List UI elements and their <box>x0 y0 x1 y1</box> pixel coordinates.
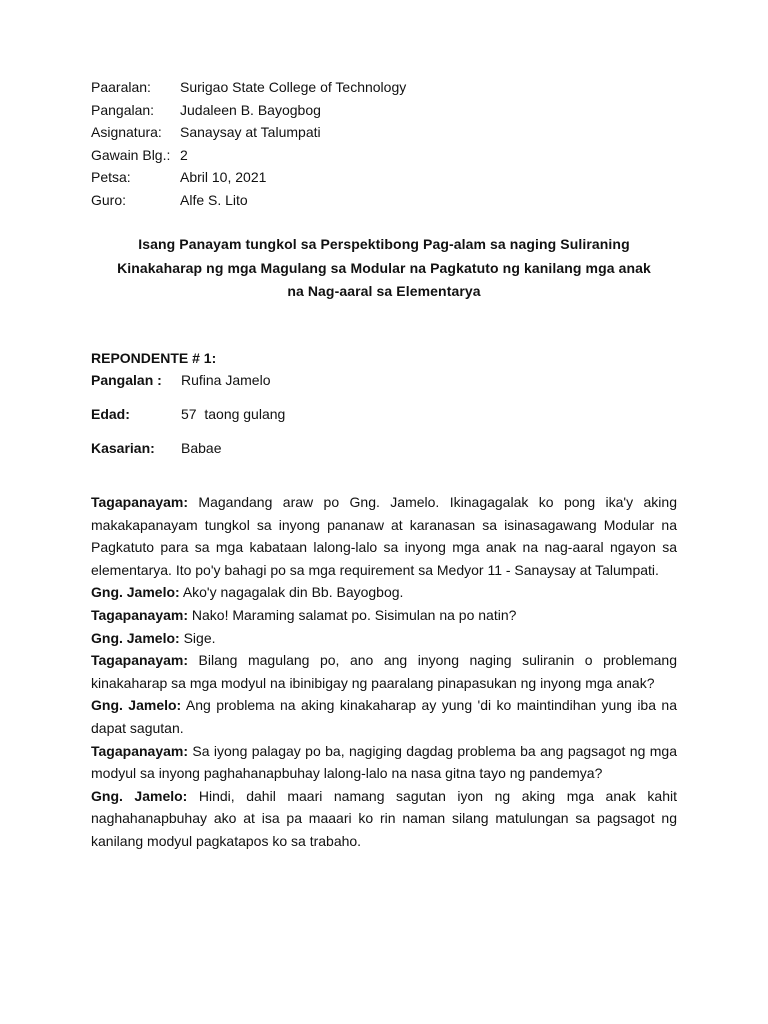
dialogue-text: Ako'y nagagalak din Bb. Bayogbog. <box>182 584 404 601</box>
dialogue-turn <box>91 627 677 650</box>
speaker-label: Gng. Jamelo: <box>91 787 188 804</box>
dialogue-turn <box>91 740 677 785</box>
speaker-label: Tagapanayam: <box>91 652 188 669</box>
speaker-label: Gng. Jamelo: <box>91 697 182 714</box>
header-info <box>91 76 406 212</box>
dialogue-text: Magandang araw po Gng. Jamelo. Ikinagagalak ko pong ika'y aking makakapanayam tungkol sa inyong pananaw at karanasan sa isinasagawang Modular na Pagkatuto para sa mga kabataan lalong-lalo sa inyong mga anak na nag-aaral ngayon sa elementarya. Ito po'y bahagi po sa mga requirement sa Medyor 11 - Sanaysay at Talumpati. <box>91 494 677 578</box>
dialogue-turn <box>91 785 677 853</box>
header-label: Guro: <box>91 191 127 208</box>
header-value: Judaleen B. Bayogbog <box>180 101 321 118</box>
respondent-sex-value: Babae <box>181 440 222 456</box>
dialogue-turn <box>91 491 677 581</box>
dialogue-text: Hindi, dahil maari namang sagutan iyon ng aking mga anak kahit naghahanapbuhay ako at isa pa maaari ko rin naman silang matulungan sa pagsagot ng kanilang modyul pagkatapos ko sa trabaho. <box>91 787 678 849</box>
respondent-age-row <box>91 403 285 425</box>
speaker-label: Gng. Jamelo: <box>91 584 180 601</box>
header-label: Pangalan: <box>91 101 155 118</box>
header-value: Alfe S. Lito <box>180 191 248 208</box>
speaker-label: Tagapanayam: <box>91 494 188 510</box>
header-row-teacher <box>91 189 406 212</box>
respondent-age-value: 57 taong gulang <box>181 406 286 422</box>
title-line-2: Kinakaharap ng mga Magulang sa Modular na Pagkatuto ng kanilang mga anak <box>117 259 651 276</box>
header-row-name <box>91 99 406 122</box>
header-label: Paaralan: <box>91 79 151 95</box>
dialogue-text: Sige. <box>183 629 216 646</box>
header-row-task-number <box>91 144 406 167</box>
dialogue-turn <box>91 694 677 739</box>
speaker-label: Tagapanayam: <box>91 742 188 759</box>
dialogue-turn <box>91 604 677 627</box>
header-row-school <box>91 76 406 99</box>
dialogue-text: Ang problema na aking kinakaharap ay yung 'di ko maintindihan yung iba na dapat sagutan. <box>91 697 677 736</box>
respondent-name-row <box>91 369 271 391</box>
speaker-label: Gng. Jamelo: <box>91 629 180 646</box>
header-row-date <box>91 166 406 189</box>
speaker-label: Tagapanayam: <box>91 606 188 623</box>
respondent-age-label: Edad: <box>91 406 130 422</box>
dialogue-text: Bilang magulang po, ano ang inyong naging suliranin o problemang kinakaharap sa mga modyul na ibinibigay ng paaralang pinapasukan ng inyong mga anak? <box>91 652 678 691</box>
header-value: Abril 10, 2021 <box>180 169 267 186</box>
document-title <box>91 233 677 304</box>
interview-dialogue <box>91 491 677 853</box>
respondent-sex-row <box>91 437 221 459</box>
header-label: Gawain Blg.: <box>91 146 171 163</box>
respondent-name-label: Pangalan : <box>91 372 162 388</box>
dialogue-text: Sa iyong palagay po ba, nagiging dagdag problema ba ang pagsagot ng mga modyul sa inyong paghahanapbuhay lalong-lalo na nasa gitna tayo ng pandemya? <box>91 742 677 782</box>
dialogue-turn <box>91 581 677 604</box>
header-row-subject <box>91 121 406 144</box>
dialogue-text: Nako! Maraming salamat po. Sisimulan na po natin? <box>191 606 517 623</box>
respondent-heading: REPONDENTE # 1: <box>91 350 217 366</box>
header-value: Surigao State College of Technology <box>180 79 407 95</box>
title-line-3: na Nag-aaral sa Elementarya <box>287 283 481 299</box>
header-value: Sanaysay at Talumpati <box>180 124 321 141</box>
header-label: Asignatura: <box>91 124 162 141</box>
title-line-1: Isang Panayam tungkol sa Perspektibong Pag-alam sa naging Suliraning <box>138 236 630 252</box>
respondent-name-value: Rufina Jamelo <box>181 372 271 388</box>
header-label: Petsa: <box>91 169 131 186</box>
dialogue-turn <box>91 649 677 694</box>
respondent-sex-label: Kasarian: <box>91 440 155 456</box>
header-value: 2 <box>180 146 188 163</box>
